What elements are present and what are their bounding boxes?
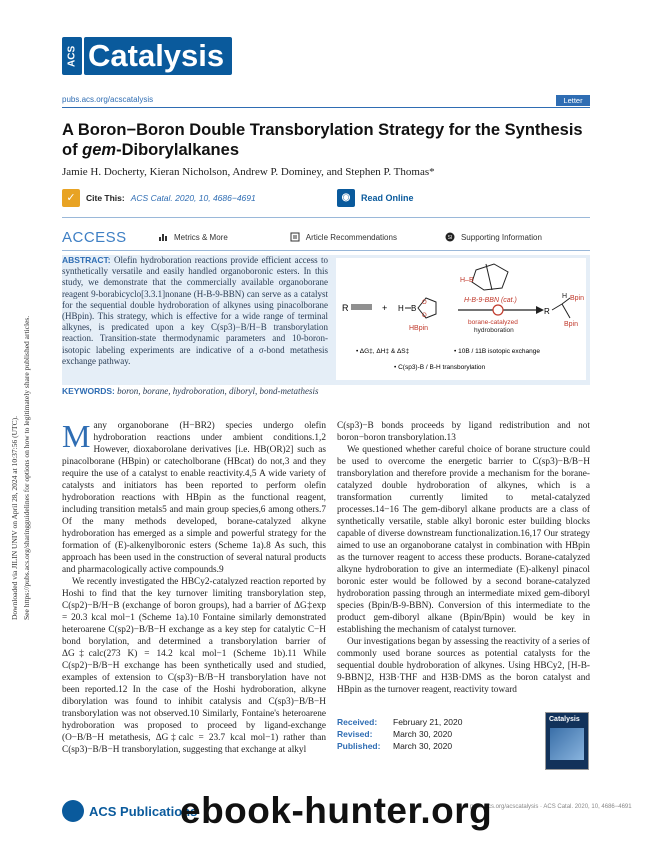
body-column-right [337, 420, 590, 696]
svg-text:+: + [382, 303, 388, 313]
product-label-1: Bpin [570, 295, 585, 302]
cover-title: Catalysis [549, 716, 580, 723]
footer-citation: pubs.acs.org/acscatalysis · ACS Catal. 2020, 10, 4686−4691 [470, 804, 632, 810]
paragraph-investigation: Our investigations began by assessing the reactivity of a series of commonly used borane sources as potential catalysts for the sequential double hydroboration of alkynes. Using HBCy2, [H-B-9-BBN]2, H3B·THF and H3B·DMS as the boron catalyst and HBpin as the turnover reagent, reactivity toward [337, 637, 590, 695]
journal-url-link[interactable]: pubs.acs.org/acscatalysis [62, 95, 154, 104]
logo-name: Catalysis [84, 37, 232, 75]
toc-graphic [336, 258, 586, 380]
download-side-note [10, 180, 50, 620]
journal-cover-thumbnail[interactable] [545, 712, 589, 770]
body-column-left [62, 420, 326, 756]
article-type-badge: Letter [556, 95, 590, 106]
dropcap: M [62, 418, 91, 454]
globe-icon: ◉ [337, 189, 355, 207]
bar-chart-icon [158, 232, 168, 242]
published-date: March 30, 2020 [393, 741, 453, 751]
arrow-label-2: hydroboration [474, 327, 514, 334]
cover-image [550, 728, 584, 760]
hbpin-label: HBpin [409, 325, 429, 332]
catalyst-label: H-B-9-BBN (cat.) [464, 297, 517, 304]
svg-text:O: O [422, 313, 427, 319]
cite-divider [62, 217, 590, 218]
acs-logo-icon [62, 800, 84, 822]
cite-label: Cite This: [86, 193, 125, 203]
svg-text:R: R [544, 307, 550, 316]
watermark-text: ebook-hunter.org [180, 790, 493, 831]
toc-bullet-2: • 10B / 11B isotopic exchange [454, 348, 541, 355]
read-online-label: Read Online [361, 193, 414, 203]
svg-text:R: R [342, 303, 349, 313]
publication-dates [337, 716, 462, 752]
keywords: KEYWORDS: boron, borane, hydroboration, diboryl, bond-metathesis [62, 386, 319, 396]
paragraph-strategy: We questioned whether careful choice of borane structure could be used to overcome the energetic barrier to C(sp3)−B/B−H transborylation and therefore provide a mechanism for the borane-catalyzed double hydroboration of alkynes, which is a transformation currently limited to metal-catalyzed processes.14−16 The gem-diboryl alkane products are a class of synthetically versatile, stable alkyl boronic ester building blocks capable of diverse downstream functionalization.16,17 Our strategy aimed to use an organoborane catalyst in combination with HBpin as the turnover reagent to access these products. Borane-catalyzed alkyne hydroboration to give an intermediate (E)-alkenyl pinacol boronic ester would be followed by a second borane-catalyzed hydroboration passing through an intermediate mixed gem-diboryl species (Bpin/B-9-BBN). Conversion of this intermediate to the product gem-diboryl alkane (Bpin/Bpin) would be key in establishing the mechanism of catalyst turnover. [337, 445, 590, 635]
article-recommendations-label: Article Recommendations [305, 232, 397, 242]
paragraph-intro: Many organoborane (H−BR2) species undergo olefin hydroboration reactions under ambient conditions.1,2 However, dioxaborolane derivatives [i.e. HB(OR)2] such as pinacolborane (HBpin) or catecholborane (HBcat) do not,3 and they require the use of a catalyst to enable reactivity.4,5 A wide variety of catalysts and initiators has been reported to perform olefin hydroboration reactions with HBpin as the functional reagent, including transition metals5 and main group species,6 among others.7 Of the many methods developed, borane-catalyzed alkyne hydroboration has emerged as a simple and powerful strategy for the formation of (E)-alkenylboronic esters (Scheme 1a).8 As such, this approach has been used in the construction of several natural products and pharmacologically active compounds.9 [62, 418, 326, 575]
abstract-text: ABSTRACT: Olefin hydroboration reactions provide efficient access to synthetically versatile and easily handled organoboronic esters. In this study, we demonstrate that the commercially available organoborane reagent 9-borabicyclo[3.3.1]nonane (H-B-9-BBN) can serve as a catalyst for the sequential double hydroboration of alkynes using pinacolborane (HBpin). This strategy, which is effective for a wide range of terminal alkynes, is predicated upon a key C(sp3)−B/H−B transborylation reaction. Transition-state thermodynamic parameters and 10-boron-isotopic labeling experiments are indicative of a σ-bond metathesis exchange pathway. [62, 255, 328, 366]
revised-date: March 30, 2020 [393, 729, 453, 739]
paragraph-hoshi: We recently investigated the HBCy2-catalyzed reaction reported by Hoshi to find that the key turnover limiting transborylation step, C(sp2)−B/H−B (exchange of boron groups), had a barrier of ΔG‡exp = 20.3 kcal mol−1 (Scheme 1a).10 Fontaine similarly demonstrated heteroarene C(sp2)−B/B−H exchange as a key step for catalytic C−H bond borylation, and determined a transborylation barrier of ΔG‡calc(273 K) = 14.2 kcal mol−1 (Scheme 1b).11 While C(sp2)−B/B−H exchange has been synthetically used and studied, examples of extension to C(sp3)−B/B−H transborylation have not been reported.12 In the case of the Hoshi hydroboration, alkyne diborylation was found to inhibit catalysis and C(sp3)−B/B−H transborylation was not observed.10 Similarly, Fontaine's heteroarene hydroboration was proposed to proceed by ligand-exchange (O−B/B−H metathesis, ΔG‡calc = 23.7 kcal mol−1) rather than C(sp3)−B/B−H transborylation, suggesting that exchange at alkyl [62, 577, 326, 755]
toc-bullet-1: • ΔG‡, ΔH‡ & ΔS‡ [356, 348, 410, 355]
arrow-label-1: borane-catalyzed [468, 319, 518, 326]
cite-this-button[interactable] [62, 189, 256, 207]
access-bar [62, 227, 590, 247]
side-note-line-2: See https://pubs.acs.org/sharingguidelines for options on how to legitimately share published articles. [22, 315, 31, 620]
header-divider [62, 107, 590, 108]
access-divider [62, 250, 590, 251]
journal-logo[interactable] [62, 36, 232, 76]
supporting-information-link[interactable] [445, 232, 542, 242]
cite-reference: ACS Catal. 2020, 10, 4686−4691 [130, 193, 256, 203]
publisher-name: ACS Publications [89, 803, 198, 819]
toc-bullet-3: • C(sp3)-B / B-H transborylation [394, 364, 486, 371]
received-label: Received: [337, 717, 378, 727]
metrics-more-link[interactable] [158, 232, 228, 242]
svg-text:H: H [562, 293, 568, 300]
paragraph-continuation: C(sp3)−B bonds proceeds by ligand redistribution and not boron−boron transborylation.13 [337, 421, 590, 443]
received-date: February 21, 2020 [393, 717, 463, 727]
svg-text:SI: SI [447, 235, 453, 241]
read-online-button[interactable] [337, 189, 414, 207]
author-list: Jamie H. Docherty, Kieran Nicholson, Andrew P. Dominey, and Stephen P. Thomas* [62, 166, 435, 178]
revised-label: Revised: [337, 729, 373, 739]
access-label: ACCESS [62, 228, 127, 246]
supporting-info-icon [445, 232, 455, 242]
document-icon [290, 232, 300, 242]
article-recommendations-link[interactable] [290, 232, 397, 242]
svg-text:H: H [398, 304, 404, 313]
logo-acs: ACS [62, 37, 82, 75]
product-label-2: Bpin [564, 321, 579, 328]
side-note-line-1: Downloaded via JILIN UNIV on April 28, 2024 at 10:37:56 (UTC). [10, 415, 19, 620]
metrics-more-label: Metrics & More [174, 232, 228, 242]
svg-text:B: B [411, 304, 417, 313]
supporting-information-label: Supporting Information [460, 232, 542, 242]
svg-text:O: O [422, 300, 427, 306]
svg-text:H–B: H–B [460, 277, 474, 284]
acs-publications-logo[interactable] [62, 800, 197, 822]
article-title: A Boron−Boron Double Transborylation Strategy for the Synthesis of gem-Diborylalkanes [62, 121, 583, 159]
published-label: Published: [337, 741, 381, 751]
checkmark-icon: ✓ [62, 189, 80, 207]
